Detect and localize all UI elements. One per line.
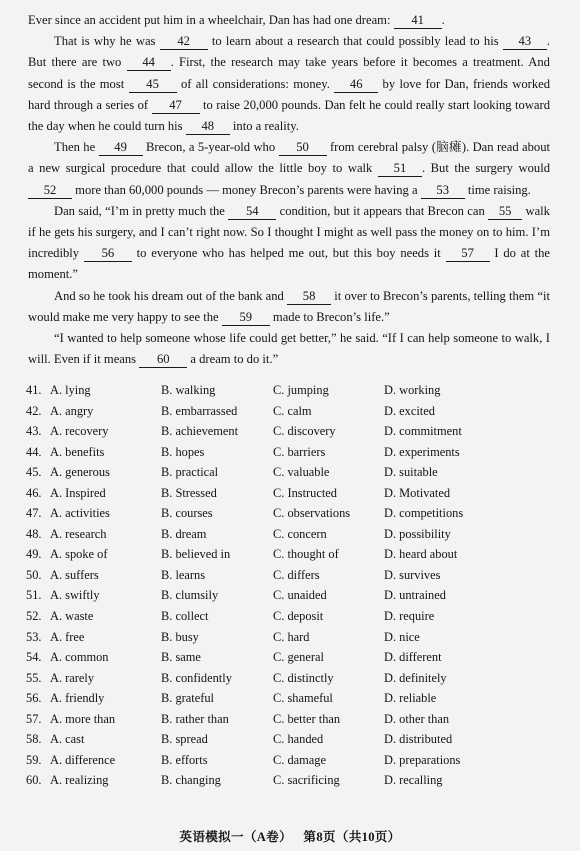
option-d: D. preparations (384, 752, 461, 767)
question-number: 41. (26, 383, 42, 397)
option-b: B. efforts (161, 752, 208, 767)
option-c: C. thought of (273, 547, 339, 562)
option-c: C. Instructed (273, 485, 338, 500)
exam-title: 英语模拟一（A卷） (179, 830, 292, 844)
text: it over to Brecon’s parents, telling them “it would make me very happy to see the (28, 288, 550, 324)
blank-48: 48 (186, 119, 230, 135)
option-c: C. valuable (273, 465, 330, 480)
question-number: 50. (26, 567, 42, 582)
paragraph-3 (28, 137, 550, 201)
question-number: 45. (26, 465, 42, 480)
question-number: 53. (26, 629, 42, 644)
option-a: A. suffers (50, 567, 99, 582)
option-b: B. walking (161, 383, 216, 397)
option-a: A. activities (50, 506, 110, 521)
option-row (26, 689, 556, 710)
text: . (441, 13, 445, 27)
blank-60: 60 (139, 352, 187, 368)
option-a: A. benefits (50, 444, 105, 459)
option-a: A. cast (50, 732, 85, 747)
question-number: 58. (26, 732, 42, 747)
text: into a reality. (232, 119, 299, 134)
option-a: A. angry (50, 403, 94, 418)
option-row (26, 402, 556, 423)
blank-53: 53 (421, 183, 465, 199)
option-c: C. handed (273, 732, 324, 747)
option-b: B. believed in (161, 547, 231, 562)
text: more than 60,000 pounds — money Brecon’s parents were having a (75, 182, 418, 197)
option-a: A. realizing (50, 773, 109, 788)
option-b: B. embarrassed (161, 403, 238, 418)
option-a: A. lying (50, 383, 91, 397)
text: made to Brecon’s life.” (272, 309, 390, 324)
blank-55: 55 (488, 204, 522, 220)
option-row (26, 381, 556, 402)
text: by love for Dan, friends worked hard through a series of (28, 76, 551, 112)
blank-51: 51 (378, 161, 422, 177)
option-b: B. grateful (161, 691, 214, 706)
option-d: D. reliable (384, 691, 437, 706)
option-c: C. shameful (273, 691, 333, 706)
paragraph-5 (28, 286, 550, 328)
answer-options (26, 381, 556, 792)
blank-57: 57 (446, 246, 490, 262)
option-d: D. recalling (384, 773, 443, 788)
paragraph-4 (28, 201, 550, 286)
option-a: A. spoke of (50, 547, 108, 562)
option-a: A. waste (50, 609, 94, 624)
text: Brecon, a 5-year-old who (145, 140, 276, 155)
option-row (26, 710, 556, 731)
option-b: B. spread (161, 732, 208, 747)
text: And so he took his dream out of the bank and (54, 288, 284, 303)
question-number: 51. (26, 588, 42, 603)
option-row (26, 504, 556, 525)
option-d: D. other than (384, 711, 450, 726)
option-c: C. calm (273, 403, 312, 418)
option-b: B. confidently (161, 670, 232, 685)
option-b: B. changing (161, 773, 221, 788)
option-b: B. same (161, 650, 201, 665)
option-d: D. Motivated (384, 485, 451, 500)
option-c: C. distinctly (273, 670, 334, 685)
option-row (26, 586, 556, 607)
text: Ever since an accident put him in a wheelchair, Dan has had one dream: (28, 13, 391, 27)
option-d: D. survives (384, 567, 441, 582)
option-b: B. dream (161, 526, 207, 541)
text: time raising. (467, 182, 531, 197)
option-c: C. better than (273, 711, 341, 726)
option-row (26, 628, 556, 649)
option-d: D. suitable (384, 465, 438, 480)
blank-58: 58 (287, 289, 331, 305)
blank-47: 47 (152, 98, 200, 114)
option-row (26, 566, 556, 587)
question-number: 60. (26, 773, 42, 788)
option-d: D. experiments (384, 444, 460, 459)
blank-45: 45 (129, 77, 177, 93)
option-row (26, 648, 556, 669)
option-b: B. learns (161, 567, 206, 582)
question-number: 57. (26, 711, 42, 726)
paragraph-1 (28, 10, 550, 31)
option-a: A. free (50, 629, 85, 644)
option-row (26, 771, 556, 792)
text: to learn about a research that could possibly lead to his (211, 34, 499, 49)
blank-56: 56 (84, 246, 132, 262)
page-footer (0, 826, 580, 845)
option-d: D. distributed (384, 732, 453, 747)
option-c: C. damage (273, 752, 326, 767)
option-d: D. require (384, 609, 435, 624)
text: Dan said, “I’m in pretty much the (54, 203, 225, 218)
option-b: B. rather than (161, 711, 229, 726)
option-a: A. swiftly (50, 588, 100, 603)
option-c: C. observations (273, 506, 351, 521)
text: I do at the moment.” (28, 246, 550, 282)
text: walk if he gets his surgery, and I can’t right now. So I thought I might as well pass the money on to him. I’m incredibly (28, 203, 550, 261)
option-row (26, 484, 556, 505)
option-row (26, 422, 556, 443)
option-row (26, 463, 556, 484)
blank-46: 46 (334, 77, 378, 93)
option-c: C. concern (273, 526, 327, 541)
option-row (26, 730, 556, 751)
text: “I wanted to help someone whose life could get better,” he said. “If I can help someone to walk, I will. Even if it means (28, 331, 550, 367)
blank-52: 52 (28, 183, 72, 199)
option-d: D. working (384, 383, 441, 397)
option-row (26, 751, 556, 772)
text: to everyone who has helped me out, but this boy needs it (136, 246, 441, 261)
question-number: 43. (26, 424, 42, 439)
option-d: D. heard about (384, 547, 458, 562)
option-d: D. definitely (384, 670, 447, 685)
option-a: A. more than (50, 711, 116, 726)
option-a: A. difference (50, 752, 116, 767)
text: That is why he was (54, 34, 156, 49)
option-b: B. hopes (161, 444, 205, 459)
option-a: A. generous (50, 465, 110, 480)
option-a: A. friendly (50, 691, 105, 706)
text: . But the surgery would (421, 161, 550, 176)
question-number: 49. (26, 547, 42, 562)
text: . But there are two (28, 34, 550, 70)
question-number: 59. (26, 752, 42, 767)
option-b: B. Stressed (161, 485, 217, 500)
cloze-passage (28, 10, 550, 370)
option-d: D. possibility (384, 526, 451, 541)
option-b: B. achievement (161, 424, 239, 439)
option-c: C. jumping (273, 383, 329, 397)
option-c: C. general (273, 650, 324, 665)
question-number: 52. (26, 609, 42, 624)
option-d: D. nice (384, 629, 420, 644)
option-b: B. busy (161, 629, 199, 644)
option-row (26, 525, 556, 546)
page-number: 第8页（共10页） (303, 830, 401, 844)
text: Then he (54, 140, 96, 155)
question-number: 56. (26, 691, 42, 706)
option-c: C. deposit (273, 609, 324, 624)
question-number: 54. (26, 650, 42, 665)
text: to raise 20,000 pounds. Dan felt he could really start looking toward the day when he could turn his (28, 97, 551, 134)
text: of all considerations: money. (180, 76, 330, 91)
option-d: D. excited (384, 403, 435, 418)
paragraph-2 (28, 31, 550, 137)
option-b: B. courses (161, 506, 213, 521)
blank-49: 49 (99, 140, 143, 156)
paragraph-6 (28, 328, 550, 370)
option-c: C. unaided (273, 588, 327, 603)
blank-42: 42 (160, 34, 208, 50)
option-b: B. practical (161, 465, 219, 480)
option-c: C. hard (273, 629, 310, 644)
option-row (26, 443, 556, 464)
text: a dream to do it.” (190, 352, 279, 367)
blank-43: 43 (503, 34, 547, 50)
option-c: C. discovery (273, 424, 336, 439)
option-a: A. common (50, 650, 109, 665)
text: . First, the research may take years before it becomes a treatment. And second is the most (28, 55, 550, 91)
text: condition, but it appears that Brecon can (279, 203, 485, 218)
option-row (26, 669, 556, 690)
blank-59: 59 (222, 310, 270, 326)
question-number: 42. (26, 403, 42, 418)
blank-50: 50 (279, 140, 327, 156)
option-c: C. differs (273, 567, 320, 582)
question-number: 47. (26, 506, 42, 521)
question-number: 44. (26, 444, 42, 459)
blank-41: 41 (394, 13, 442, 29)
option-b: B. clumsily (161, 588, 219, 603)
option-c: C. sacrificing (273, 773, 340, 788)
option-a: A. research (50, 526, 107, 541)
option-c: C. barriers (273, 444, 326, 459)
option-b: B. collect (161, 609, 209, 624)
option-d: D. competitions (384, 506, 464, 521)
question-number: 46. (26, 485, 42, 500)
question-number: 55. (26, 670, 42, 685)
option-row (26, 545, 556, 566)
option-d: D. untrained (384, 588, 446, 603)
question-number: 48. (26, 526, 42, 541)
blank-44: 44 (127, 55, 171, 71)
option-d: D. commitment (384, 424, 462, 439)
option-a: A. Inspired (50, 485, 106, 500)
option-row (26, 607, 556, 628)
option-a: A. rarely (50, 670, 95, 685)
option-a: A. recovery (50, 424, 109, 439)
option-d: D. different (384, 650, 442, 665)
blank-54: 54 (228, 204, 276, 220)
text: from cerebral palsy (脑瘫). Dan read about a new surgical procedure that could allow the little boy to walk (28, 140, 551, 176)
